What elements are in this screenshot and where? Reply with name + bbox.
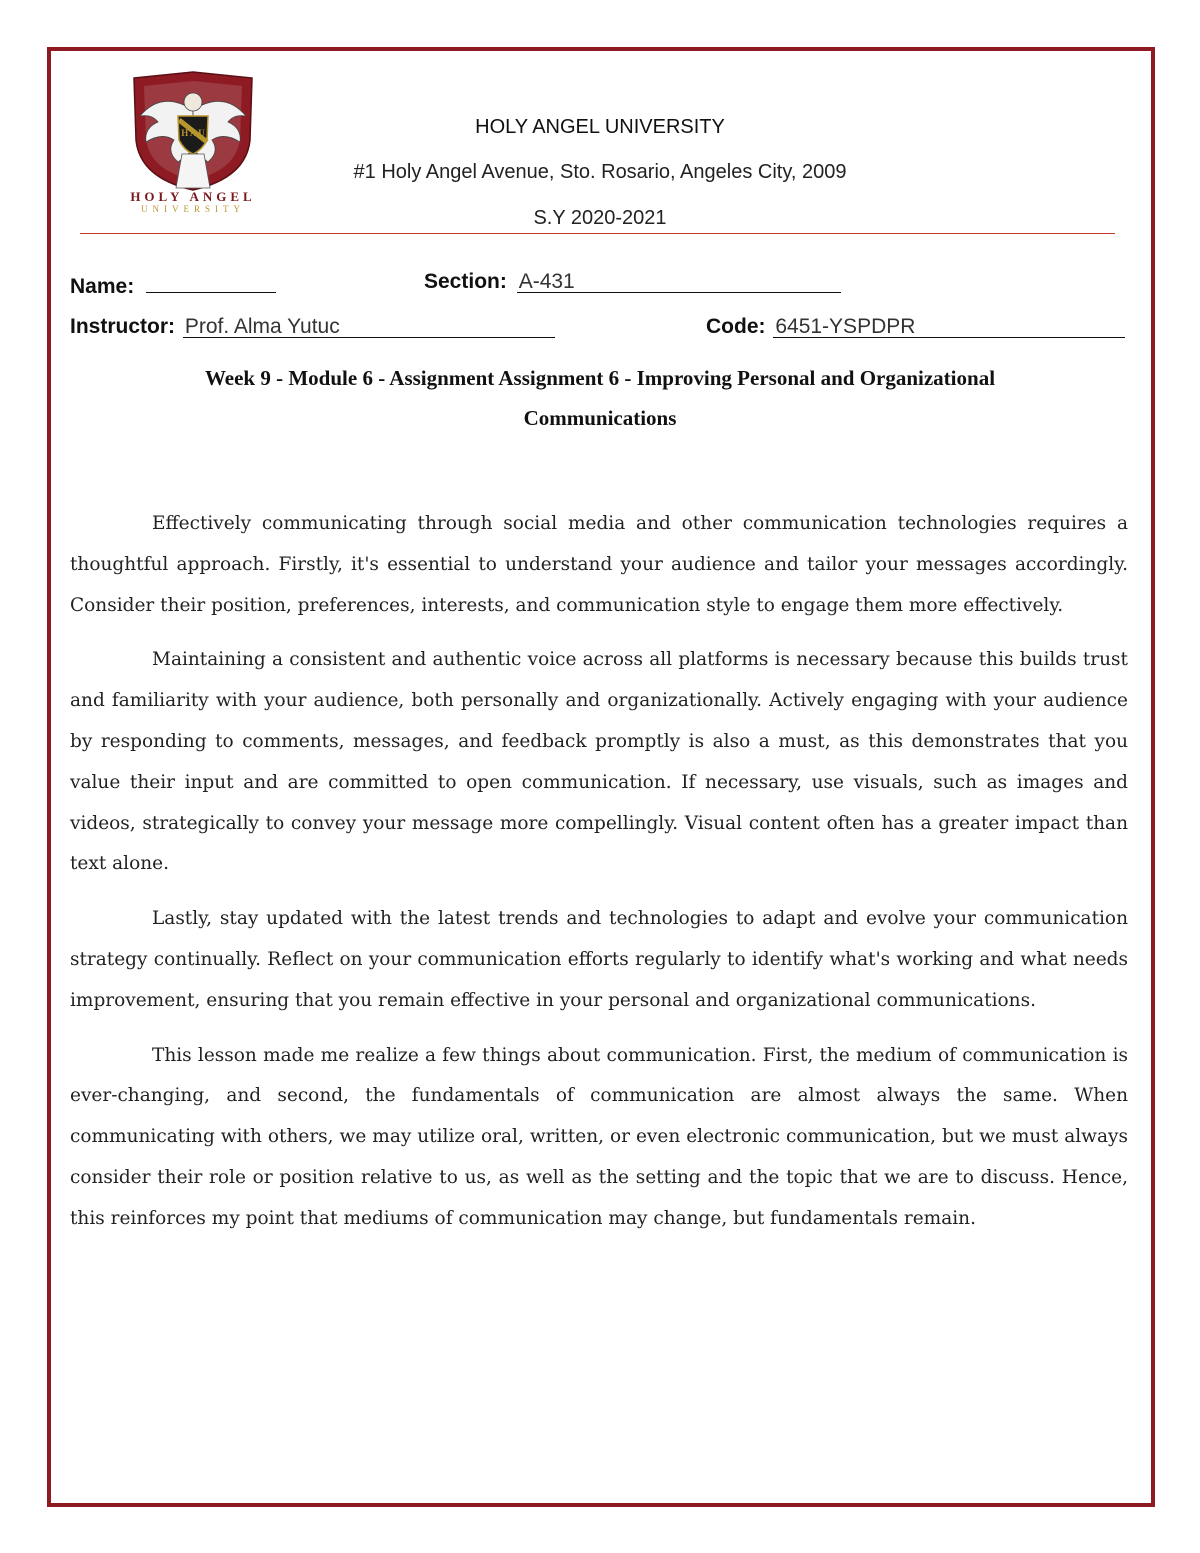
instructor-value: Prof. Alma Yutuc [183, 315, 555, 338]
title-line-1: Week 9 - Module 6 - Assignment Assignment 6 - Improving Personal and Organizational [204, 366, 996, 390]
logo-wordmark [122, 190, 264, 215]
section-field [424, 270, 841, 294]
university-address: #1 Holy Angel Avenue, Sto. Rosario, Angeles City, 2009 [353, 161, 847, 183]
code-field [706, 315, 1125, 339]
section-value: A-431 [517, 270, 841, 293]
name-field [70, 270, 276, 299]
svg-text:H A U: H A U [181, 128, 205, 138]
school-year: S.Y 2020-2021 [533, 207, 667, 229]
name-label: Name: [70, 275, 135, 298]
instructor-label: Instructor: [70, 315, 175, 338]
header-divider [80, 233, 1115, 234]
paragraph: Maintaining a consistent and authentic voice across all platforms is necessary because this builds trust and familiarity with your audience, both personally and organizationally. Actively engaging with your audience by responding to comments, messages, and feedback promptly is also a must, as this demonstrates that you value their input and are committed to open communication. If necessary, use visuals, such as images and videos, strategically to convey your message more compellingly. Visual content often has a greater impact than text alone. [70, 649, 1128, 875]
essay-body [70, 504, 1128, 1254]
assignment-title [100, 358, 1100, 438]
university-name: HOLY ANGEL UNIVERSITY [475, 116, 725, 138]
logo-line-2: UNIVERSITY [141, 204, 245, 214]
paragraph: Effectively communicating through social media and other communication technologies requires a thoughtful approach. Firstly, it's essential to understand your audience and tailor your messages accordingly. Consider their position, preferences, interests, and communication style to engage them more effectively. [70, 513, 1128, 616]
code-value: 6451-YSPDPR [773, 315, 1125, 338]
instructor-field [70, 315, 555, 339]
paragraph: This lesson made me realize a few things about communication. First, the medium of communication is ever-changing, and second, the fundamentals of communication are almost always the same. When communicating with others, we may utilize oral, written, or even electronic communication, but we must always consider their role or position relative to us, as well as the setting and the topic that we are to discuss. Hence, this reinforces my point that mediums of communication may change, but fundamentals remain. [70, 1044, 1128, 1229]
code-label: Code: [706, 315, 766, 338]
name-value [146, 270, 276, 293]
logo-line-1: HOLY ANGEL [130, 189, 256, 204]
paragraph: Lastly, stay updated with the latest trends and technologies to adapt and evolve your communication strategy continually. Reflect on your communication efforts regularly to identify what's working and what needs improvement, ensuring that you remain effective in your personal and organizational communications. [70, 908, 1128, 1011]
title-line-2: Communications [523, 406, 677, 430]
section-label: Section: [424, 270, 507, 293]
